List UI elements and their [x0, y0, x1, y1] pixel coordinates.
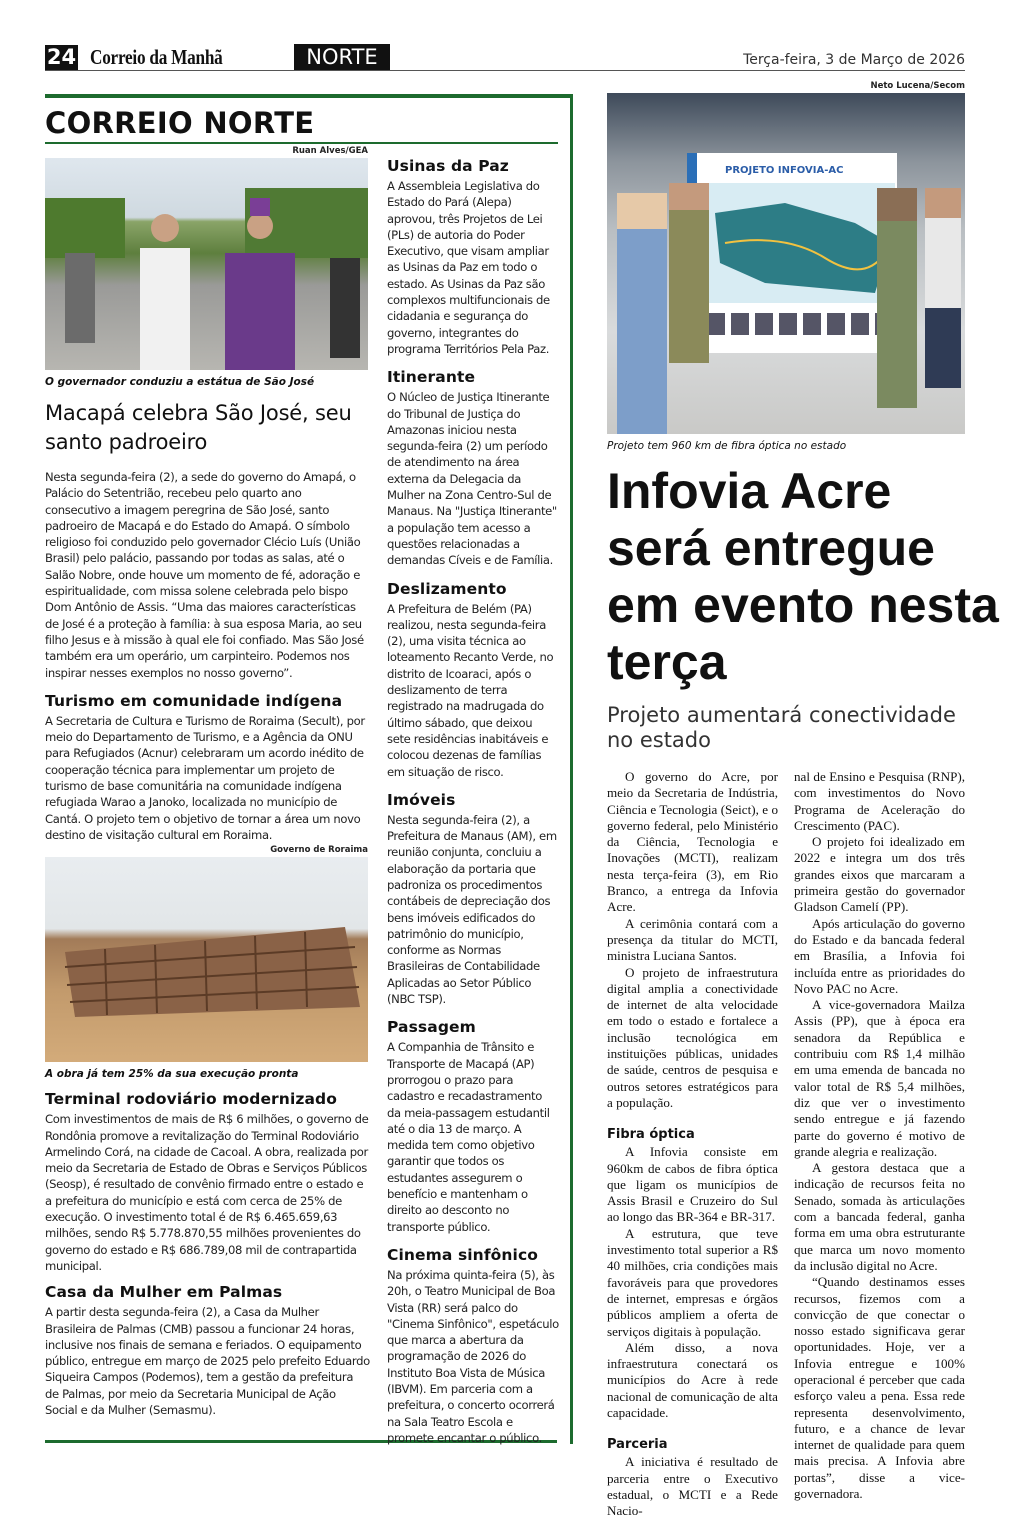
paragraph: Após articulação do governo do Estado e da bancada federal em Brasília, a Infovia foi incluída entre as prioridades do Novo PAC no Acre. — [794, 915, 965, 996]
brief-heading: Itinerante — [387, 368, 476, 387]
brief-heading: Deslizamento — [387, 579, 507, 598]
briefs-column — [387, 156, 559, 1456]
lead-headline: Macapá celebra São José, seu santo padroeiro — [45, 401, 352, 454]
column-title-rule — [45, 142, 558, 144]
paragraph: A Infovia consiste em 960km de cabos de fibra óptica que ligam os municípios de Assis Brasil e Cruzeiro do Sul ao longo das BR-364 e BR-317. — [607, 1144, 778, 1225]
photo-caption: A obra já tem 25% da sua execução pronta — [45, 1068, 299, 1081]
newspaper-masthead: Correio da Manhã — [90, 45, 223, 69]
photo-credit: Ruan Alves/GEA — [292, 146, 368, 156]
paragraph: O governo do Acre, por meio da Secretaria de Indústria, Ciência e Tecnologia (Seict), e o governo federal, pelo Ministério da Ciência, Tecnologia e Inovações (MCTI), realizam nesta terça-feira (3), em Rio Branco, a entrega da Infovia Acre. — [607, 769, 778, 915]
feature-columns — [607, 769, 965, 1519]
terminal-article — [45, 1089, 370, 1274]
page-number: 24 — [46, 45, 77, 69]
paragraph: A estrutura, que teve investimento total superior a R$ 40 milhões, cria condições mais favoráveis para que provedores de internet, empresas e órgãos públicos ampliem a oferta de serviços digitais à população. — [607, 1225, 778, 1339]
photo-caption: Projeto tem 960 km de fibra óptica no estado — [607, 440, 847, 452]
brief-usinas — [387, 156, 559, 357]
board-title: PROJETO INFOVIA-AC — [725, 165, 844, 176]
brief-cinema — [387, 1245, 559, 1446]
brief-heading: Cinema sinfônico — [387, 1245, 538, 1264]
paragraph: A cerimônia contará com a presença da titular do MCTI, ministra Luciana Santos. — [607, 915, 778, 964]
acre-map-illustration — [705, 183, 895, 303]
brief-heading: Imóveis — [387, 790, 456, 809]
article-body: A partir desta segunda-feira (2), a Casa da Mulher Brasileira de Palmas (CMB) passou a funcionar 24 horas, inclusive nos finais de semana e feriados. O equipamento público, entregue em março de 2025 pelo prefeito Eduardo Siqueira Campos (Podemos), tem a gestão da prefeitura de Palmas, por meio da Secretaria Municipal de Ação Social e da Mulher (Semasmu). — [45, 1305, 370, 1417]
photo-credit: Governo de Roraima — [270, 845, 368, 856]
paragraph: A gestora destaca que a indicação de recursos feita no Senado, somada às articulações com a bancada federal, ganha forma em uma obra estruturante que marca um novo momento da inclusão digital no Acre. — [794, 1160, 965, 1273]
paragraph: A iniciativa é resultado de parceria entre o Executivo estadual, o MCTI e a Rede Nacio- — [607, 1454, 778, 1519]
construction-site-photo — [45, 857, 368, 1062]
person-figure — [669, 183, 709, 363]
photo-caption: O governador conduziu a estátua de São José — [45, 376, 315, 388]
issue-date: Terça-feira, 3 de Março de 2026 — [743, 52, 965, 68]
paragraph: “Quando destinamos esses recursos, fizemos com a convicção de que conectar o nosso estado significava gerar oportunidades. Hoje, ver a Infovia entregue e 100% operacional é perceber que cada esforço valeu a pena. Essa rede representa desenvolvimento, futuro, e a chance de levar internet de qualidade para quem mais precisa. A Infovia abre portas”, disse a vice-governadora. — [794, 1274, 965, 1502]
article-body: A Secretaria de Cultura e Turismo de Roraima (Secult), por meio do Departamento de Turismo, e a Agência da ONU para Refugiados (Acnur) celebraram um acordo inédito de cooperação técnica para implementar um projeto de turismo de base comunitária na comunidade indígena refugiada Warao a Janoko, localizada no município de Cantá. O projeto tem o objetivo de tornar a área um novo destino de visitação cultural em Roraima. — [45, 713, 365, 842]
section-label: NORTE — [294, 44, 390, 70]
construction-illustration — [45, 857, 368, 1062]
brief-body: O Núcleo de Justiça Itinerante do Tribunal de Justiça do Amazonas iniciou nesta segunda-feira (2) um período de atendimento na área externa da Delegacia da Mulher na Zona Centro-Sul de Manaus. Na "Justiça Itinerante" a população tem acesso a questões relacionadas a demandas Cíveis e de Família. — [387, 390, 557, 568]
brief-heading: Passagem — [387, 1018, 476, 1037]
brief-deslizamento — [387, 579, 559, 780]
article-heading: Terminal rodoviário modernizado — [45, 1090, 337, 1109]
feature-article — [607, 81, 1007, 1519]
paragraph: A vice-governadora Mailza Assis (PP), que à época era senadora da República e contribuiu com R$ 1,4 milhão em uma emenda de bancada no valor total de R$ 5,4 milhões, diz que ver o investimento sendo entregue e já fazendo parte do governo é motivo de grande alegria e realização. — [794, 997, 965, 1159]
feature-column-2 — [794, 769, 965, 1519]
feature-headline: Infovia Acre será entregue em evento nesta terça — [607, 463, 999, 690]
subheading: Parceria — [607, 1437, 668, 1453]
brief-imoveis — [387, 790, 559, 1008]
feature-subhead: Projeto aumentará conectividade no estado — [607, 703, 956, 752]
column-frame-top — [45, 94, 573, 98]
lead-body: Nesta segunda-feira (2), a sede do governo do Amapá, o Palácio do Setentrião, recebeu pelo quarto ano consecutivo a imagem peregrina de São José, santo padroeiro de Macapá e do Estado do Amapá. O símbolo religioso foi conduzido pelo governador Clécio Luís (União Brasil) pelo palácio, passando por todas as salas, até o Salão Nobre, onde houve um momento de fé, adoração e espiritualidade, com missa solene celebrada pelo bispo Dom Antônio de Assis. “Uma das maiores características de José é a proteção à família: à sua esposa Maria, ao seu filho Jesus e à missão à qual ele foi confiado. Mas São José também era um operário, um carpinteiro. Podemos nos inspirar nesses exemplos no nosso governo”. — [45, 470, 364, 680]
person-figure — [925, 188, 961, 388]
casa-article — [45, 1282, 370, 1418]
subheading: Fibra óptica — [607, 1127, 695, 1143]
paragraph: O projeto foi idealizado em 2022 e integra um dos três grandes eixos que marcaram a primeira gestão do governador Gladson Camelí (PP). — [794, 834, 965, 915]
board-photos-strip — [707, 313, 892, 335]
paragraph: O projeto de infraestrutura digital amplia a conectividade de internet de alta velocidade em todo o estado e fortalece a inclusão tecnológica em instituições públicas, unidades de saúde, centros de pesquisa e outros setores estratégicos para a população. — [607, 964, 778, 1110]
feature-column-1 — [607, 769, 778, 1519]
column-frame-right — [570, 94, 573, 1444]
photo-credit: Neto Lucena/Secom — [870, 81, 965, 91]
procession-illustration — [45, 158, 368, 370]
brief-body: Na próxima quinta-feira (5), às 20h, o Teatro Municipal de Boa Vista (RR) será palco do "Cinema Sinfônico", espetáculo que marca a abertura da programação de 2026 do Instituto Boa Vista de Música (IBVM). Em parceria com a prefeitura, o concerto ocorrerá na Sala Teatro Escola e promete encantar o público. — [387, 1267, 559, 1445]
brief-body: A Prefeitura de Belém (PA) realizou, nesta segunda-feira (2), uma visita técnica ao loteamento Recanto Verde, no distrito de Icoaraci, após o deslizamento de terra registrado na madrugada do último sábado, que deixou sete residências inabitáveis e colocou dezenas de famílias em situação de risco. — [387, 601, 554, 779]
article-heading: Turismo em comunidade indígena — [45, 691, 343, 710]
turismo-article — [45, 691, 370, 843]
project-board — [687, 153, 897, 353]
person-figure — [617, 193, 667, 434]
article-heading: Casa da Mulher em Palmas — [45, 1283, 283, 1302]
brief-passagem — [387, 1017, 559, 1235]
paragraph: Além disso, a nova infraestrutura conectará os municípios do Acre à rede nacional de comunicação de alta capacidade. — [607, 1339, 778, 1420]
infovia-event-photo — [607, 93, 965, 434]
left-column — [45, 146, 370, 1418]
person-figure — [877, 188, 917, 408]
brief-body: A Companhia de Trânsito e Transporte de Macapá (AP) prorrogou o prazo para cadastro e recadastramento da meia-passagem estudantil até o dia 13 de março. A medida tem como objetivo garantir que todos os estudantes assegurem o benefício e mantenham o direito ao desconto no transporte público. — [387, 1040, 550, 1234]
brief-heading: Usinas da Paz — [387, 157, 509, 175]
article-body: Com investimentos de mais de R$ 6 milhões, o governo de Rondônia promove a revitalização do Terminal Rodoviário Armelindo Corá, na cidade de Cacoal. A obra, realizada por meio da Secretaria de Estado de Obras e Serviços Públicos (Seosp), é resultado de convênio firmado entre o estado e a prefeitura do município e está com cerca de 25% de execução. O investimento total é de R$ 6.465.659,63 milhões, sendo R$ 5.778.870,55 milhões provenientes do governo do estado e R$ 686.789,08 mil de contrapartida municipal. — [45, 1112, 369, 1273]
brief-body: Nesta segunda-feira (2), a Prefeitura de Manaus (AM), em reunião conjunta, concluiu a elaboração da portaria que padroniza os procedimentos contábeis de depreciação dos bens imóveis edificados do patrimônio do município, conforme as Normas Brasileiras de Contabilidade Aplicadas ao Setor Público (NBC TSP). — [387, 812, 557, 1007]
column-title: CORREIO NORTE — [45, 106, 315, 140]
brief-body: A Assembleia Legislativa do Estado do Pará (Alepa) aprovou, três Projetos de Lei (PLs) de autoria do Poder Executivo, que visam ampliar as Usinas da Paz em todo o estado. As Usinas da Paz são complexos multifuncionais de cidadania e segurança do governo, integrantes do programa Territórios Pela Paz. — [387, 179, 550, 356]
brief-itinerante — [387, 367, 559, 568]
saint-procession-photo — [45, 158, 368, 370]
paragraph: nal de Ensino e Pesquisa (RNP), com investimentos do Novo Programa de Aceleração do Crescimento (PAC). — [794, 769, 965, 833]
header-rule — [45, 70, 965, 71]
